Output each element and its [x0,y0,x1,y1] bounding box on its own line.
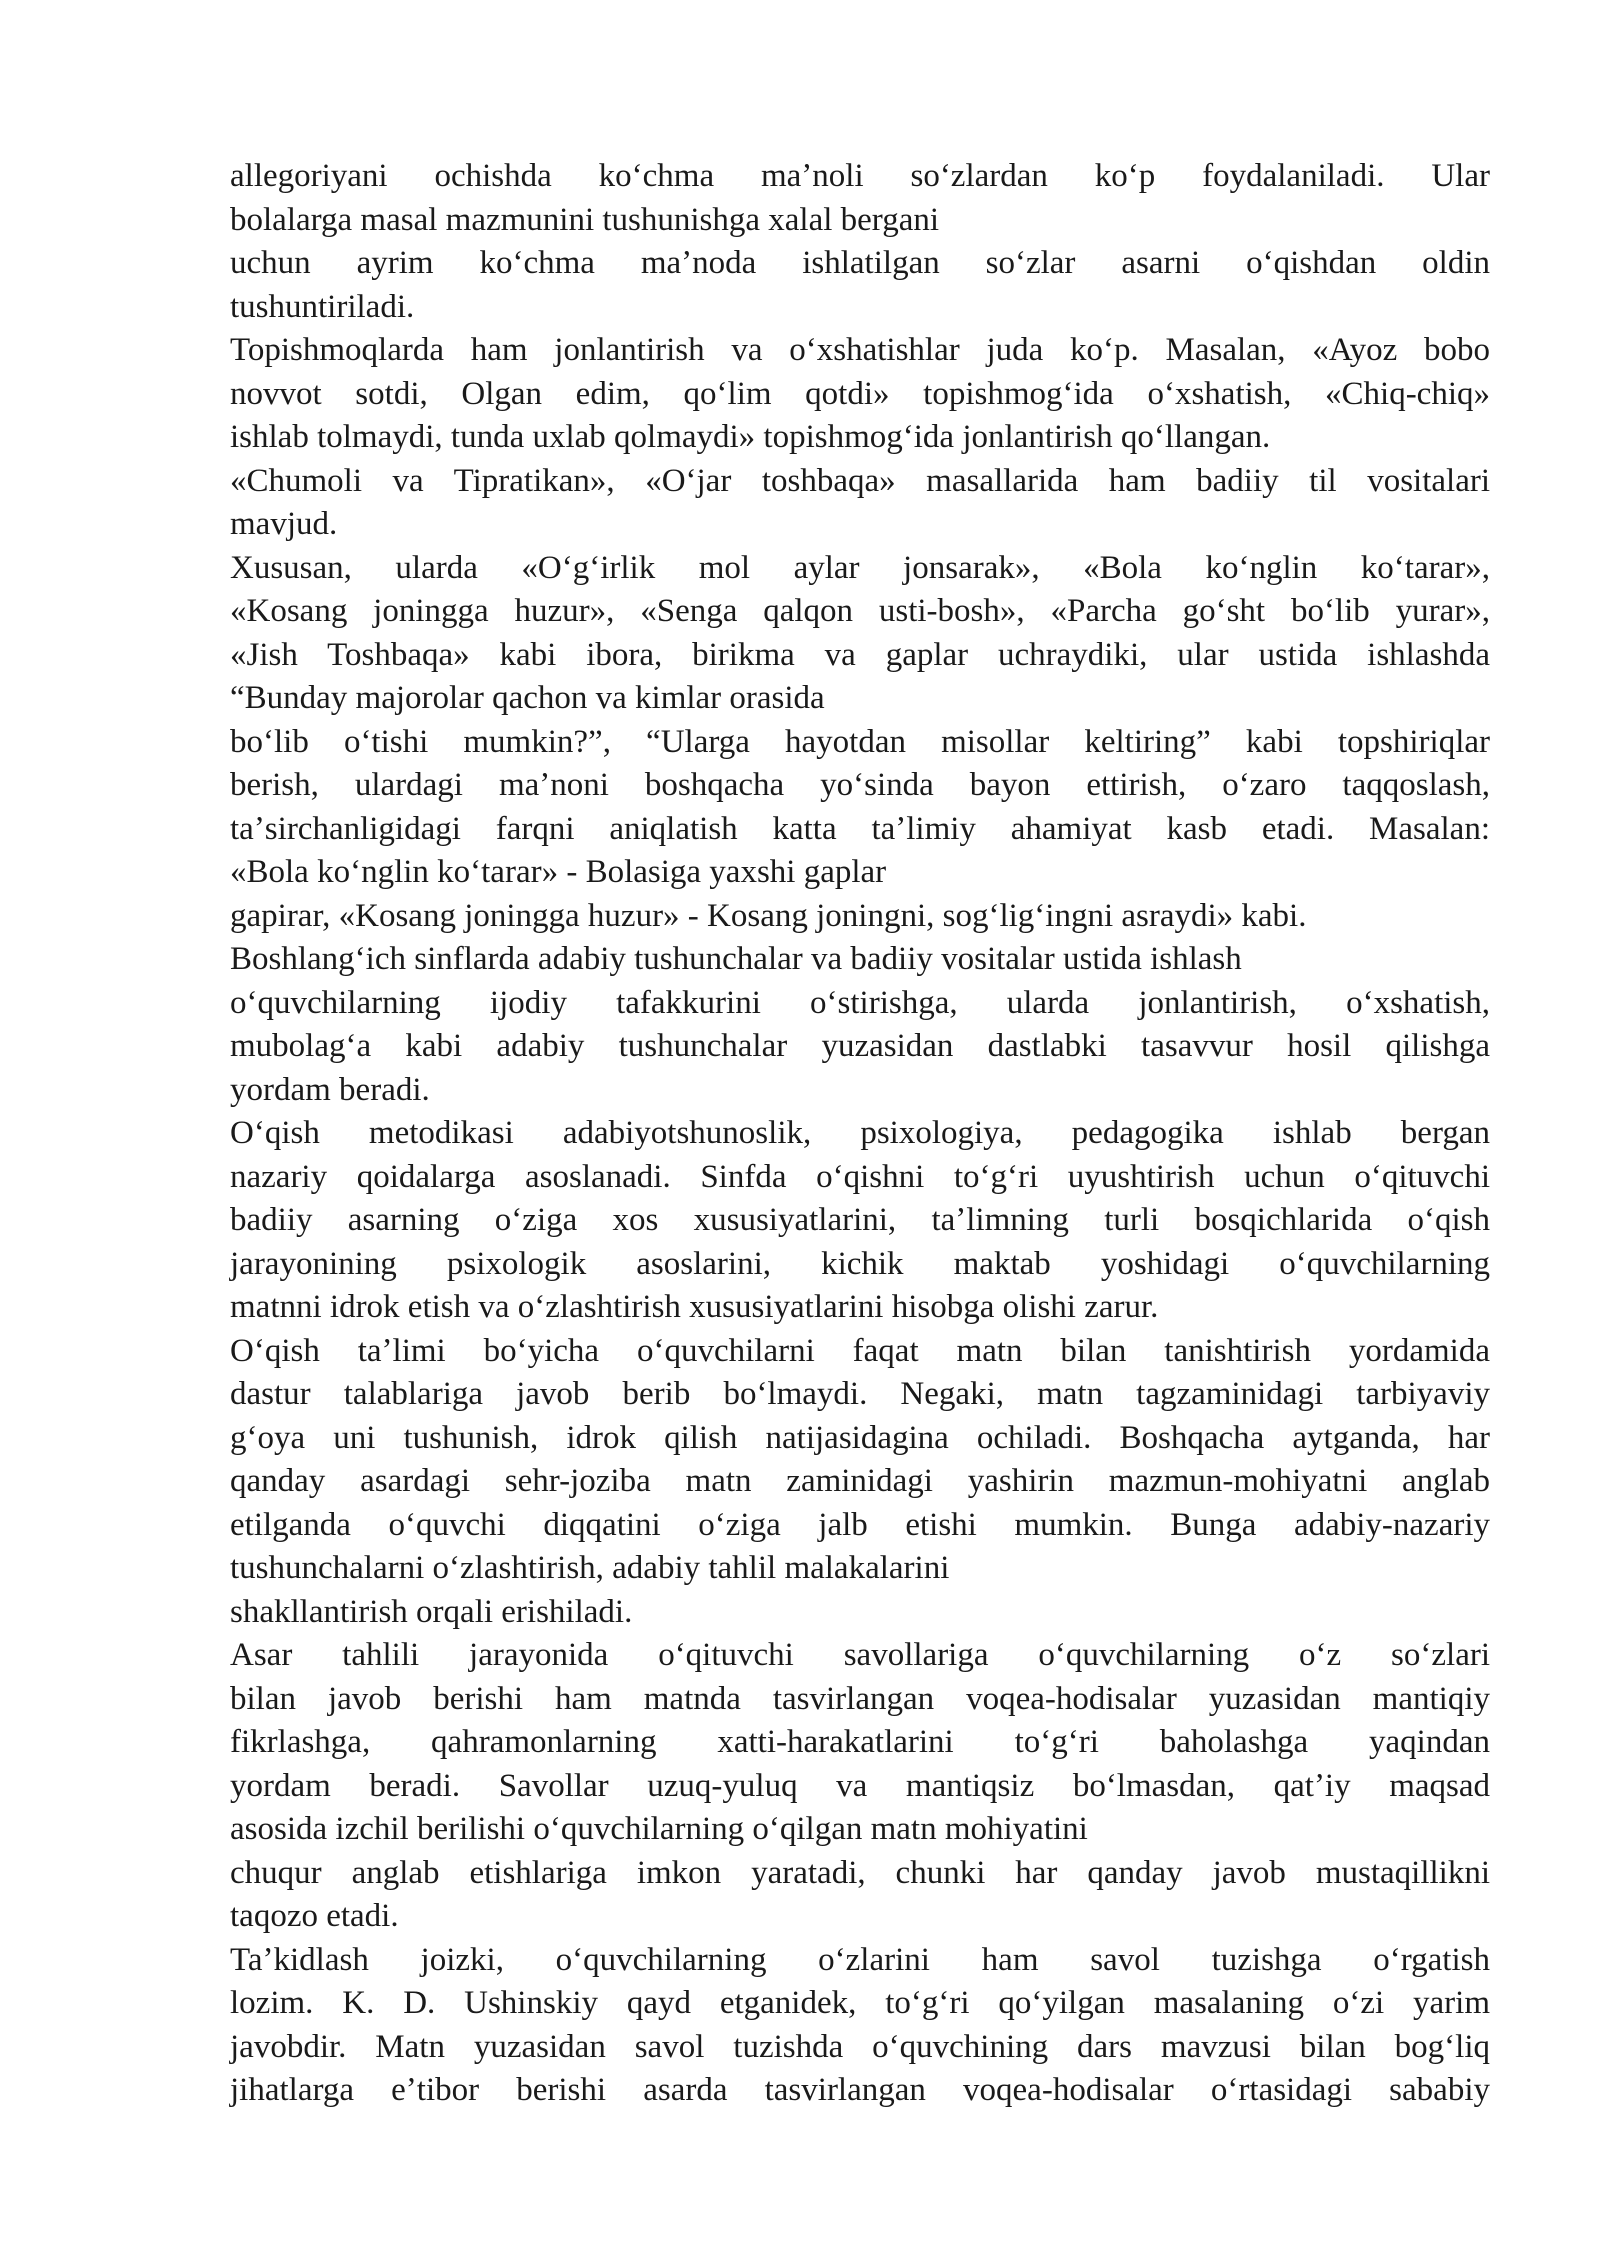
text-line: novvot sotdi, Olgan edim, qoʻlim qotdi» topishmogʻida oʻxshatish, «Chiq-chiq» [230,375,1490,412]
text-line: gapirar, «Kosang joningga huzur» - Kosang joningni, sogʻligʻingni asraydi» kabi. [230,897,1307,934]
text-line: bilan javob berishi ham matnda tasvirlangan voqea-hodisalar yuzasidan mantiqiy [230,1680,1490,1717]
text-line: «Jish Toshbaqa» kabi ibora, birikma va gaplar uchraydiki, ular ustida ishlashda [230,636,1490,673]
text-line: uchun ayrim koʻchma maʼnoda ishlatilgan soʻzlar asarni oʻqishdan oldin [230,245,1490,281]
text-line: bolalarga masal mazmunini tushunishga xalal bergani [230,201,940,238]
text-line: «Chumoli va Tipratikan», «Oʻjar toshbaqa» masallarida ham badiiy til vositalari [230,462,1490,499]
text-line: Boshlangʻich sinflarda adabiy tushunchalar va badiiy vositalar ustida ishlash [230,941,1242,977]
text-line: shakllantirish orqali erishiladi. [230,1593,633,1630]
text-line: Oʻqish taʼlimi boʻyicha oʻquvchilarni faqat matn bilan tanishtirish yordamida [230,1332,1490,1369]
text-line: «Kosang joningga huzur», «Senga qalqon usti-bosh», «Parcha goʻsht boʻlib yurar», [230,593,1490,629]
text-line: oʻquvchilarning ijodiy tafakkurini oʻstirishga, ularda jonlantirish, oʻxshatish, [230,984,1490,1021]
text-line: Xususan, ularda «Oʻgʻirlik mol aylar jonsarak», «Bola koʻnglin koʻtarar», [230,549,1490,586]
text-line: fikrlashga, qahramonlarning xatti-harakatlarini toʻgʻri baholashga yaqindan [230,1724,1490,1760]
text-line: chuqur anglab etishlariga imkon yaratadi, chunki har qanday javob mustaqillikni [230,1854,1490,1891]
text-line: gʻoya uni tushunish, idrok qilish natijasidagina ochiladi. Boshqacha aytganda, har [230,1419,1490,1456]
text-line: yordam beradi. Savollar uzuq-yuluq va mantiqsiz boʻlmasdan, qatʼiy maqsad [230,1767,1490,1804]
text-line: lozim. K. D. Ushinskiy qayd etganidek, toʻgʻri qoʻyilgan masalaning oʻzi yarim [230,1985,1490,2021]
text-line: badiiy asarning oʻziga xos xususiyatlarini, taʼlimning turli bosqichlarida oʻqish [230,1202,1490,1238]
text-line: Asar tahlili jarayonida oʻqituvchi savollariga oʻquvchilarning oʻz soʻzlari [230,1637,1490,1673]
text-line: nazariy qoidalarga asoslanadi. Sinfda oʻqishni toʻgʻri uyushtirish uchun oʻqituvchi [230,1158,1490,1195]
text-line: allegoriyani ochishda koʻchma maʼnoli soʻzlardan koʻp foydalaniladi. Ular [230,158,1490,194]
text-line: qanday asardagi sehr-joziba matn zaminidagi yashirin mazmun-mohiyatni anglab [230,1463,1490,1499]
text-line: javobdir. Matn yuzasidan savol tuzishda oʻquvchining dars mavzusi bilan bogʻliq [230,2028,1490,2065]
text-line: mavjud. [230,506,338,542]
text-line: jarayonining psixologik asoslarini, kichik maktab yoshidagi oʻquvchilarning [230,1245,1490,1282]
text-line: mubolagʻa kabi adabiy tushunchalar yuzasidan dastlabki tasavvur hosil qilishga [230,1028,1490,1064]
text-line: tushunchalarni oʻzlashtirish, adabiy tahlil malakalarini [230,1550,950,1586]
text-line: ishlab tolmaydi, tunda uxlab qolmaydi» topishmogʻida jonlantirish qoʻllangan. [230,419,1271,455]
text-line: taʼsirchanligidagi farqni aniqlatish katta taʼlimiy ahamiyat kasb etadi. Masalan: [230,810,1490,847]
text-line: jihatlarga eʼtibor berishi asarda tasvirlangan voqea-hodisalar oʻrtasidagi sababiy [230,2072,1490,2108]
text-line: «Bola koʻnglin koʻtarar» - Bolasiga yaxshi gaplar [230,854,887,890]
text-line: Topishmoqlarda ham jonlantirish va oʻxshatishlar juda koʻp. Masalan, «Ayoz bobo [230,332,1490,368]
text-line: etilganda oʻquvchi diqqatini oʻziga jalb etishi mumkin. Bunga adabiy-nazariy [230,1506,1490,1543]
text-line: berish, ulardagi maʼnoni boshqacha yoʻsinda bayon ettirish, oʻzaro taqqoslash, [230,767,1490,803]
text-line: taqozo etadi. [230,1898,399,1934]
text-line: boʻlib oʻtishi mumkin?”, “Ularga hayotdan misollar keltiring” kabi topshiriqlar [230,723,1490,760]
text-line: tushuntiriladi. [230,288,415,325]
text-line: “Bunday majorolar qachon va kimlar orasida [230,680,825,716]
text-line: yordam beradi. [230,1071,430,1108]
text-line: Oʻqish metodikasi adabiyotshunoslik, psixologiya, pedagogika ishlab bergan [230,1115,1490,1151]
text-line: asosida izchil berilishi oʻquvchilarning oʻqilgan matn mohiyatini [230,1811,1088,1847]
document-page [230,155,1490,2113]
text-line: matnni idrok etish va oʻzlashtirish xususiyatlarini hisobga olishi zarur. [230,1289,1159,1325]
text-line: Taʼkidlash joizki, oʻquvchilarning oʻzlarini ham savol tuzishga oʻrgatish [230,1941,1490,1978]
text-line: dastur talablariga javob berib boʻlmaydi. Negaki, matn tagzaminidagi tarbiyaviy [230,1376,1490,1412]
